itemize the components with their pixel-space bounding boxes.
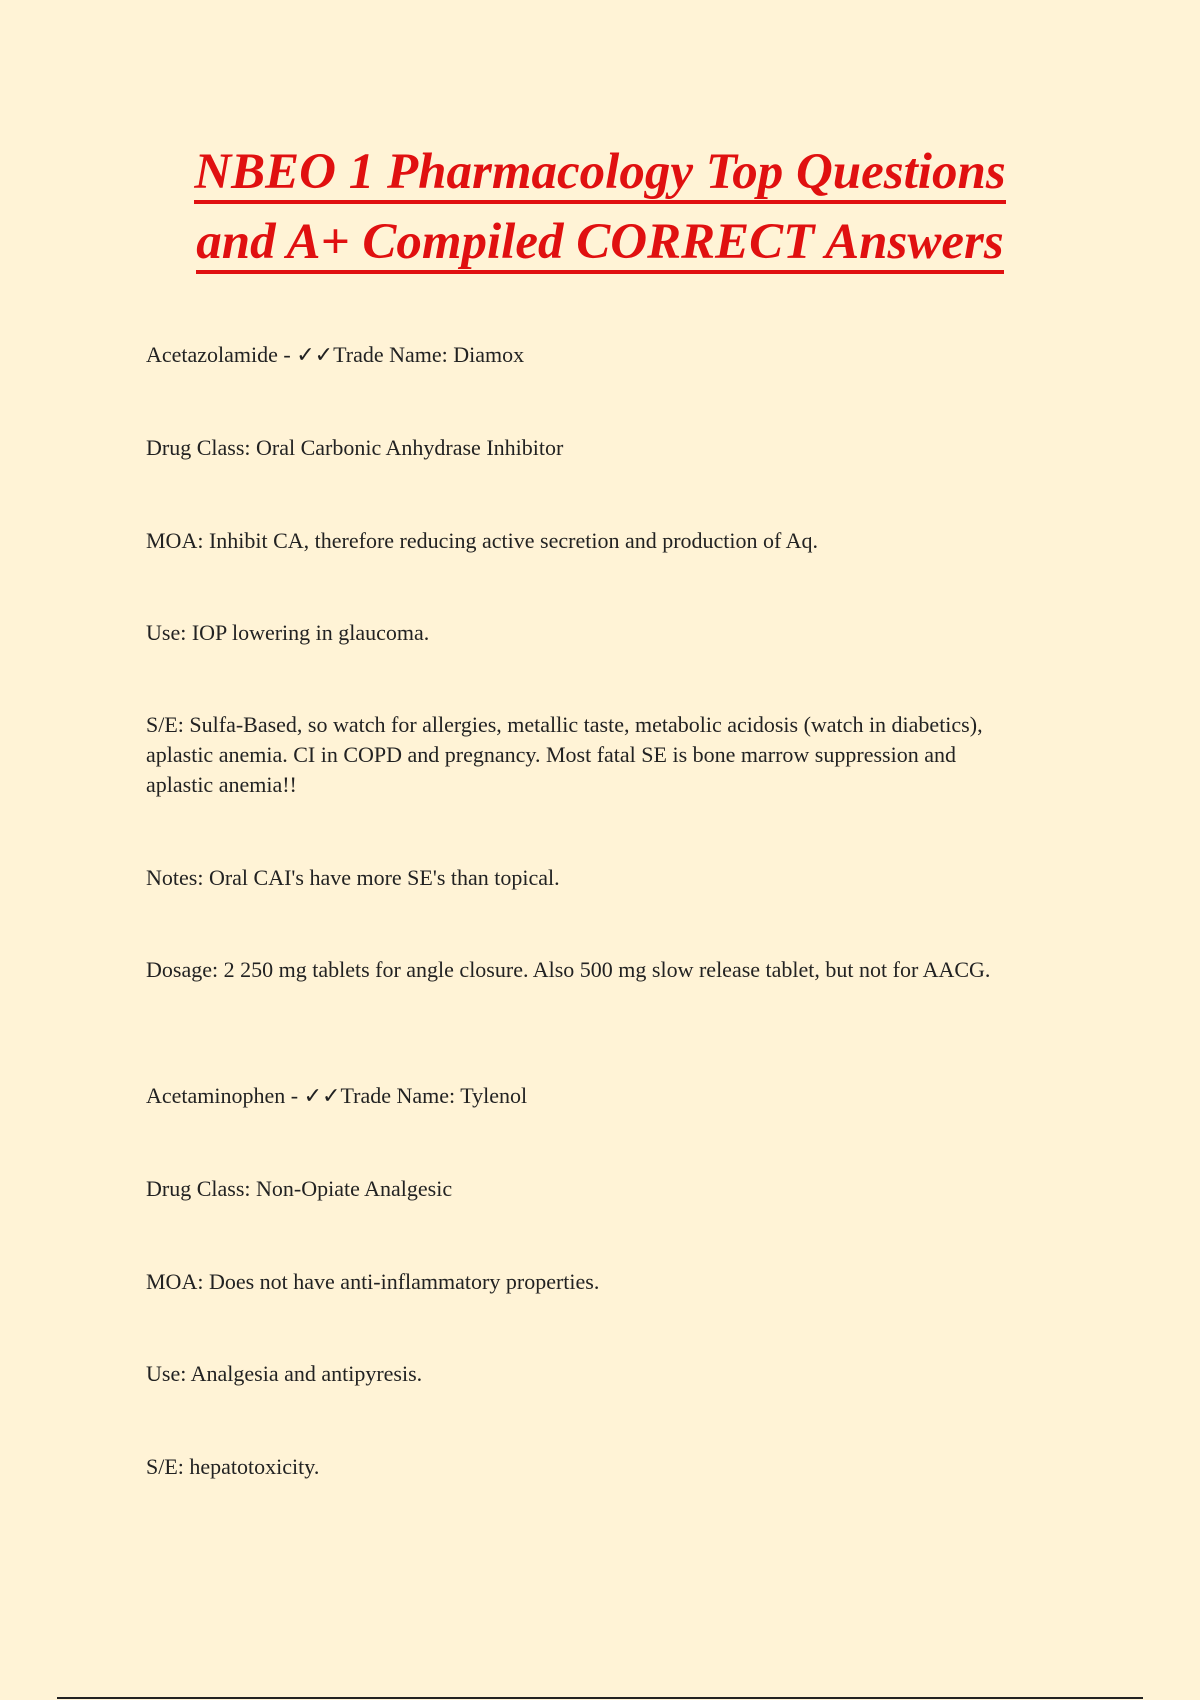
entry-acetaminophen-drug-class: Drug Class: Non-Opiate Analgesic bbox=[146, 1176, 453, 1201]
title-line-2: and A+ Compiled CORRECT Answers bbox=[196, 214, 1003, 274]
entry-acetazolamide-trade-name: Acetazolamide - ✓✓Trade Name: Diamox bbox=[146, 342, 525, 367]
footer-divider bbox=[57, 1697, 1143, 1699]
entry-acetaminophen-trade-name: Acetaminophen - ✓✓Trade Name: Tylenol bbox=[146, 1083, 528, 1108]
entry-acetaminophen-moa: MOA: Does not have anti-inflammatory properties. bbox=[146, 1269, 600, 1294]
entry-acetaminophen-side-effects: S/E: hepatotoxicity. bbox=[146, 1454, 320, 1479]
entry-acetazolamide-side-effects: S/E: Sulfa-Based, so watch for allergies, metallic taste, metabolic acidosis (watch in diabetics), aplastic anemia. CI in COPD and pregnancy. Most fatal SE is bone marrow suppression and aplastic anemia!! bbox=[146, 712, 983, 797]
entry-acetazolamide-moa: MOA: Inhibit CA, therefore reducing active secretion and production of Aq. bbox=[146, 528, 819, 553]
entry-acetaminophen-use: Use: Analgesia and antipyresis. bbox=[146, 1361, 423, 1386]
entry-acetazolamide-dosage: Dosage: 2 250 mg tablets for angle closure. Also 500 mg slow release tablet, but not for AACG. bbox=[146, 957, 991, 982]
document-title bbox=[100, 140, 1100, 280]
entry-acetazolamide-use: Use: IOP lowering in glaucoma. bbox=[146, 620, 430, 645]
entry-acetazolamide-drug-class: Drug Class: Oral Carbonic Anhydrase Inhibitor bbox=[146, 435, 564, 460]
title-line-1: NBEO 1 Pharmacology Top Questions bbox=[194, 144, 1005, 204]
entry-acetazolamide-notes: Notes: Oral CAI's have more SE's than topical. bbox=[146, 865, 560, 890]
